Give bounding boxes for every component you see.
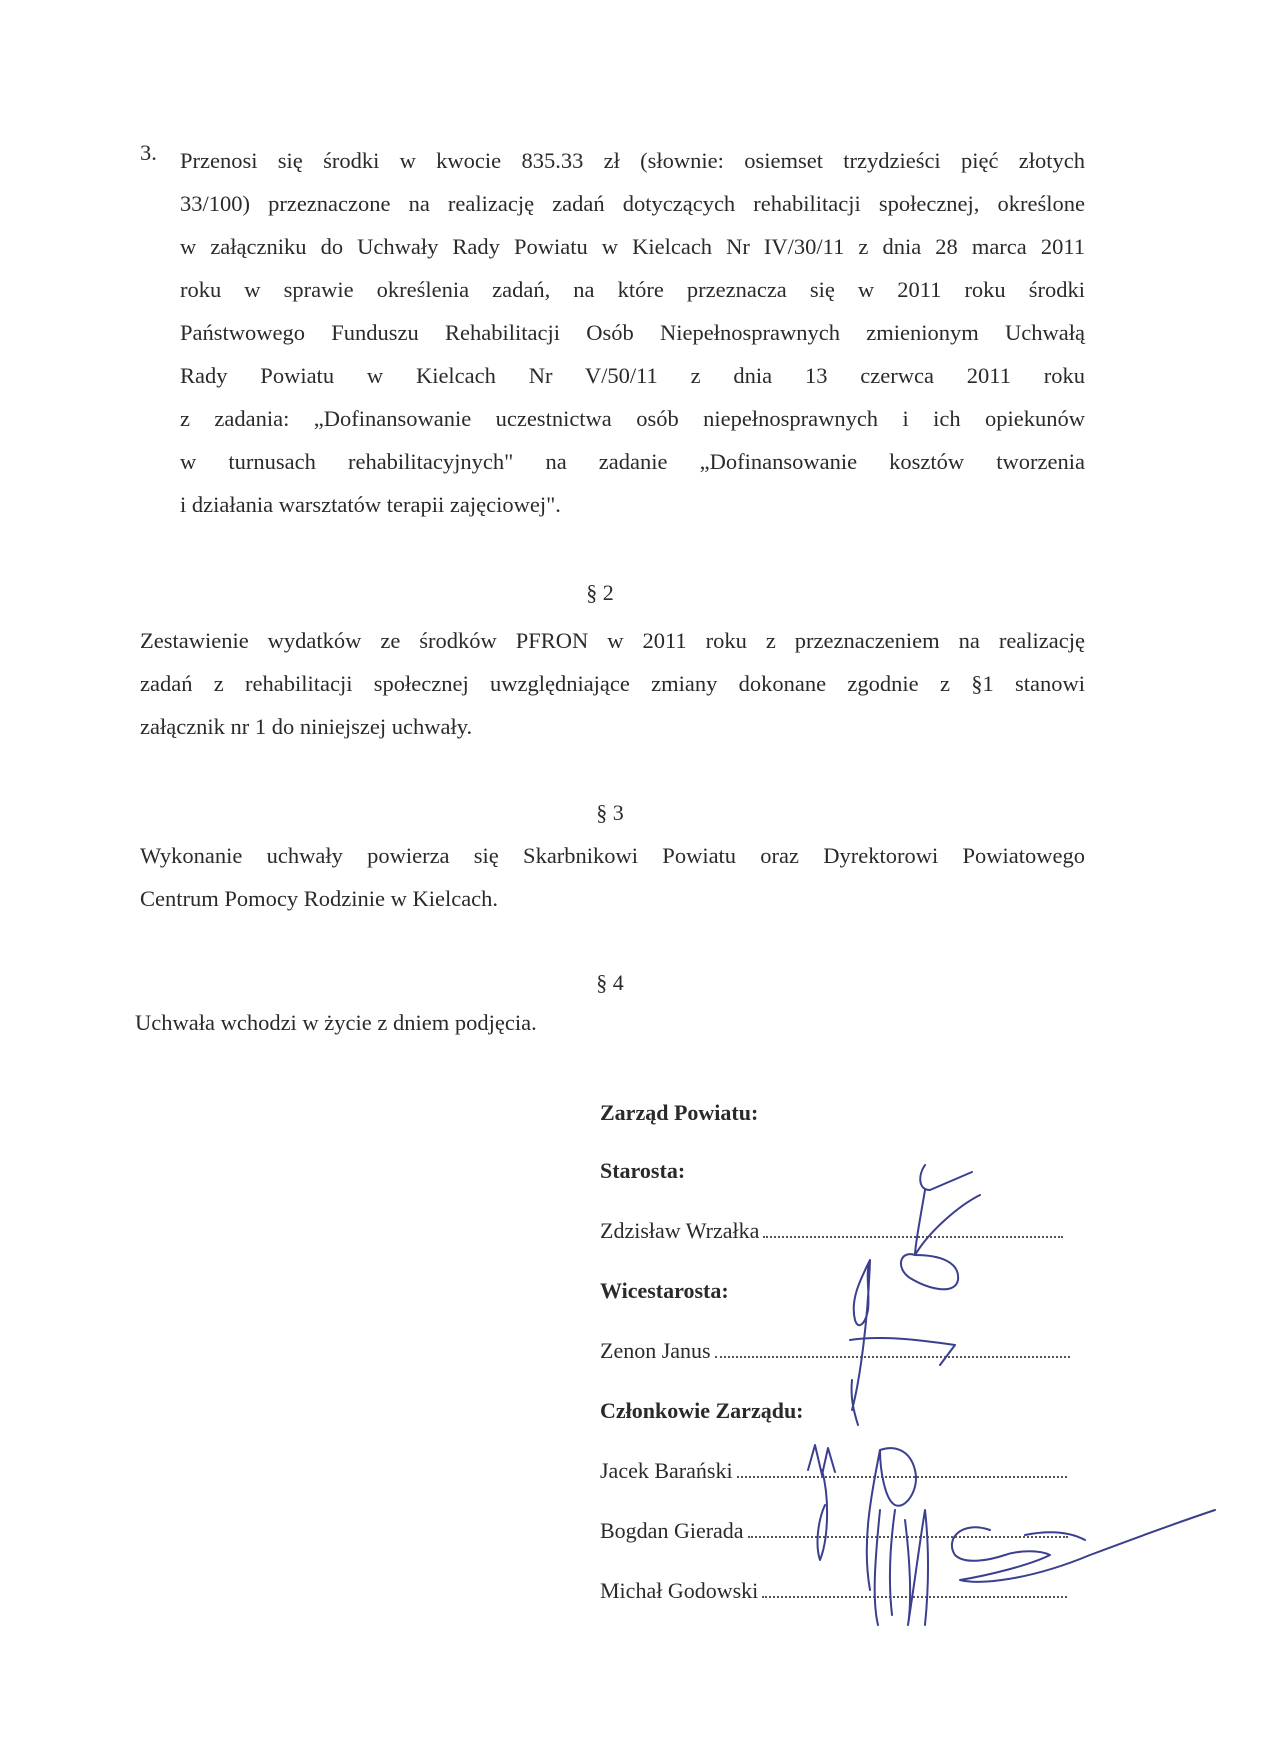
section-2-line: załącznik nr 1 do niniejszej uchwały. [140, 714, 473, 739]
member-2-name: Bogdan Gierada [600, 1518, 744, 1543]
section-2-line: Zestawienie wydatków ze środków PFRON w 2011 roku z przeznaczeniem na realizację [140, 628, 1085, 653]
section-4-line: Uchwała wchodzi w życie z dniem podjęcia. [135, 1010, 537, 1035]
point-3-line: roku w sprawie określenia zadań, na które przeznacza się w 2011 roku środki [180, 277, 1085, 302]
member-3-signature-line [600, 1578, 1067, 1604]
section-2-mark: § 2 [586, 580, 614, 605]
point-3-line: z zadania: „Dofinansowanie uczestnictwa osób niepełnosprawnych i ich opiekunów [180, 406, 1085, 431]
signature-dotted-line [715, 1355, 1070, 1358]
wicestarosta-signature-line [600, 1338, 1070, 1364]
wicestarosta-name: Zenon Janus [600, 1338, 711, 1363]
section-4-mark: § 4 [596, 970, 624, 995]
starosta-name: Zdzisław Wrzałka [600, 1218, 760, 1243]
point-3-line: w turnusach rehabilitacyjnych" na zadanie „Dofinansowanie kosztów tworzenia [180, 449, 1085, 474]
section-3-mark: § 3 [596, 800, 624, 825]
point-3-line: 33/100) przeznaczone na realizację zadań dotyczących rehabilitacji społecznej, określone [180, 191, 1085, 216]
point-3-line: i działania warsztatów terapii zajęciowej". [180, 492, 561, 517]
signature-dotted-line [737, 1475, 1067, 1478]
starosta-label: Starosta: [600, 1158, 686, 1183]
wicestarosta-label: Wicestarosta: [600, 1278, 729, 1303]
members-label: Członkowie Zarządu: [600, 1398, 804, 1423]
section-2-line: zadań z rehabilitacji społecznej uwzględniające zmiany dokonane zgodnie z §1 stanowi [140, 671, 1085, 696]
point-3-line: Państwowego Funduszu Rehabilitacji Osób Niepełnosprawnych zmienionym Uchwałą [180, 320, 1085, 345]
signature-dotted-line [762, 1595, 1067, 1598]
section-3-line: Centrum Pomocy Rodzinie w Kielcach. [140, 886, 499, 911]
point-3-line-text: Przenosi się środki w kwocie 835.33 zł (słownie: osiemset trzydzieści pięć złotych [180, 148, 1085, 173]
member-1-name: Jacek Barański [600, 1458, 733, 1483]
board-heading: Zarząd Powiatu: [600, 1100, 759, 1125]
member-1-signature-line [600, 1458, 1067, 1484]
point-3-line: Rady Powiatu w Kielcach Nr V/50/11 z dnia 13 czerwca 2011 roku [180, 363, 1085, 388]
member-3-name: Michał Godowski [600, 1578, 759, 1603]
member-2-signature-line [600, 1518, 1068, 1544]
point-3-line [180, 140, 1085, 183]
signature-dotted-line [763, 1235, 1063, 1238]
point-number: 3. [140, 140, 157, 165]
starosta-signature-line [600, 1218, 1063, 1244]
section-3-line: Wykonanie uchwały powierza się Skarbnikowi Powiatu oraz Dyrektorowi Powiatowego [140, 843, 1085, 868]
point-3-line: w załączniku do Uchwały Rady Powiatu w Kielcach Nr IV/30/11 z dnia 28 marca 2011 [180, 234, 1085, 259]
signature-dotted-line [748, 1535, 1068, 1538]
